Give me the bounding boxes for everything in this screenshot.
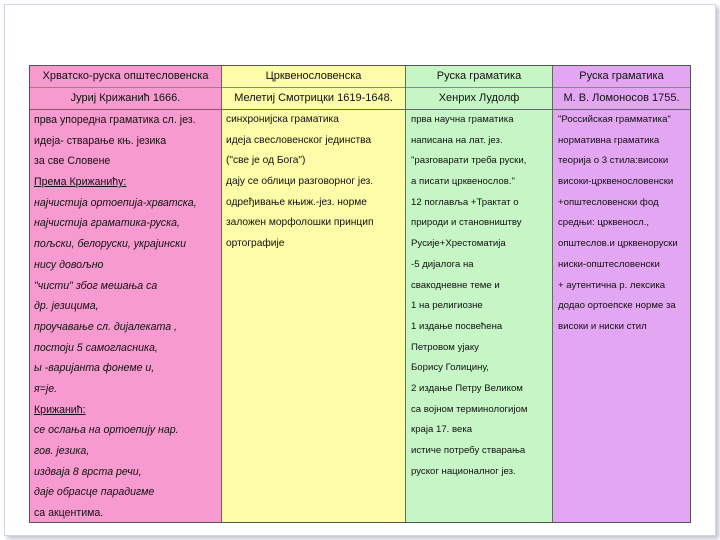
list-item: нису довољно xyxy=(34,258,104,271)
list-item: Русије+Хрестоматија xyxy=(411,238,506,250)
column-ludolf xyxy=(406,66,553,522)
column-title: Руска граматика xyxy=(436,70,522,82)
list-item: руског националног јез. xyxy=(411,465,516,477)
column-lomonosov xyxy=(553,66,690,522)
list-item: ы -варијанта фонеме и, xyxy=(34,362,155,375)
column-header xyxy=(406,66,552,110)
column-krizanic xyxy=(30,66,222,522)
list-item: 1 на религиозне xyxy=(411,300,483,312)
column-author: Мелетиј Смотрицки 1619-1648. xyxy=(222,87,405,109)
list-item: Борису Голицину, xyxy=(411,362,489,374)
list-item: нормативна граматика xyxy=(558,134,660,146)
list-item: заложен морфолошки принцип xyxy=(226,217,374,229)
list-item: др. језицима, xyxy=(34,300,99,313)
list-item: прва упоредна граматика сл. јез. xyxy=(34,114,196,126)
list-item: даје обрасце парадигме xyxy=(34,486,155,499)
list-item: ниски-општесловенски xyxy=(558,258,660,270)
column-title: Руска граматика xyxy=(579,70,664,82)
list-item: са војном терминологијом xyxy=(411,403,528,415)
list-item: општеслов.и црквеноруски xyxy=(558,238,678,250)
list-item: 2 издање Петру Великом xyxy=(411,382,523,394)
list-item: 1 издање посвећена xyxy=(411,320,503,332)
column-header xyxy=(30,66,221,110)
list-item: одређивање књиж.-јез. норме xyxy=(226,196,367,208)
list-item: а писати црквенослов." xyxy=(411,176,515,188)
list-item: я=јe. xyxy=(34,382,58,395)
column-title: Хрватско-руска општесловенска xyxy=(42,70,209,82)
list-item: Петровом ујаку xyxy=(411,341,479,353)
list-item: средњи: црквеносл., xyxy=(558,217,650,229)
column-title: Црквенословенска xyxy=(265,70,362,82)
list-item: Крижанић: xyxy=(34,403,86,416)
list-item: истиче потребу стварања xyxy=(411,445,526,456)
column-author: Хенрих Лудолф xyxy=(406,87,552,109)
list-item: -5 дијалога на xyxy=(411,258,474,270)
list-item: високи и ниски стил xyxy=(558,320,647,332)
list-item: ортографије xyxy=(226,238,285,250)
column-header xyxy=(553,66,690,110)
list-item: пољски, белоруски, украјински xyxy=(34,238,187,251)
list-item: најчистија граматика-руска, xyxy=(34,217,180,230)
list-item: постоји 5 самогласника, xyxy=(34,341,158,354)
list-item: високи-црквенословенски xyxy=(558,176,674,188)
column-header xyxy=(222,66,405,110)
list-item: +општесловенски фод xyxy=(558,196,659,208)
list-item: "Российская грамматика" xyxy=(558,114,671,125)
list-item: проучавање сл. дијалеката , xyxy=(34,320,177,333)
list-item: написана на лат. јез. xyxy=(411,134,503,146)
list-item: 12 поглавља +Трактат о xyxy=(411,196,519,208)
list-item: идеја- стварање књ. језика xyxy=(34,134,167,147)
list-item: издваја 8 врста речи, xyxy=(34,465,142,478)
list-item: + аутентична р. лексика xyxy=(558,279,666,291)
list-item: прва научна граматика xyxy=(411,114,514,125)
list-item: синхронијска граматика xyxy=(226,114,339,125)
list-item: теорија о 3 стила:високи xyxy=(558,155,669,167)
list-item: идеја свесловенског јединства xyxy=(226,134,372,146)
list-item: додао ортоепске норме за xyxy=(558,300,676,312)
list-item: природи и становништву xyxy=(411,217,522,229)
list-item: "чисти" због мешања са xyxy=(34,279,158,292)
list-item: са акцентима. xyxy=(34,507,104,520)
list-item: "разговарати треба руски, xyxy=(411,155,527,167)
column-author: М. В. Ломоносов 1755. xyxy=(553,87,690,109)
comparison-table xyxy=(29,65,691,523)
list-item: крајa 17. века xyxy=(411,424,473,436)
list-item: ("све је од Бога") xyxy=(226,155,306,167)
list-item: дају се облици разговорног јез. xyxy=(226,176,374,188)
column-smotricki xyxy=(222,66,406,522)
list-item: се ослања на ортоепију нар. xyxy=(34,424,179,437)
list-item: свакодневне теме и xyxy=(411,279,500,291)
column-author: Јуриј Крижанић 1666. xyxy=(30,87,221,109)
list-item: најчистија ортоепија-хрватска, xyxy=(34,196,197,209)
list-item: гов. језика, xyxy=(34,445,90,457)
list-item: за све Словене xyxy=(34,155,111,168)
slide-frame xyxy=(4,4,716,536)
list-item: Према Крижанићу: xyxy=(34,176,127,189)
